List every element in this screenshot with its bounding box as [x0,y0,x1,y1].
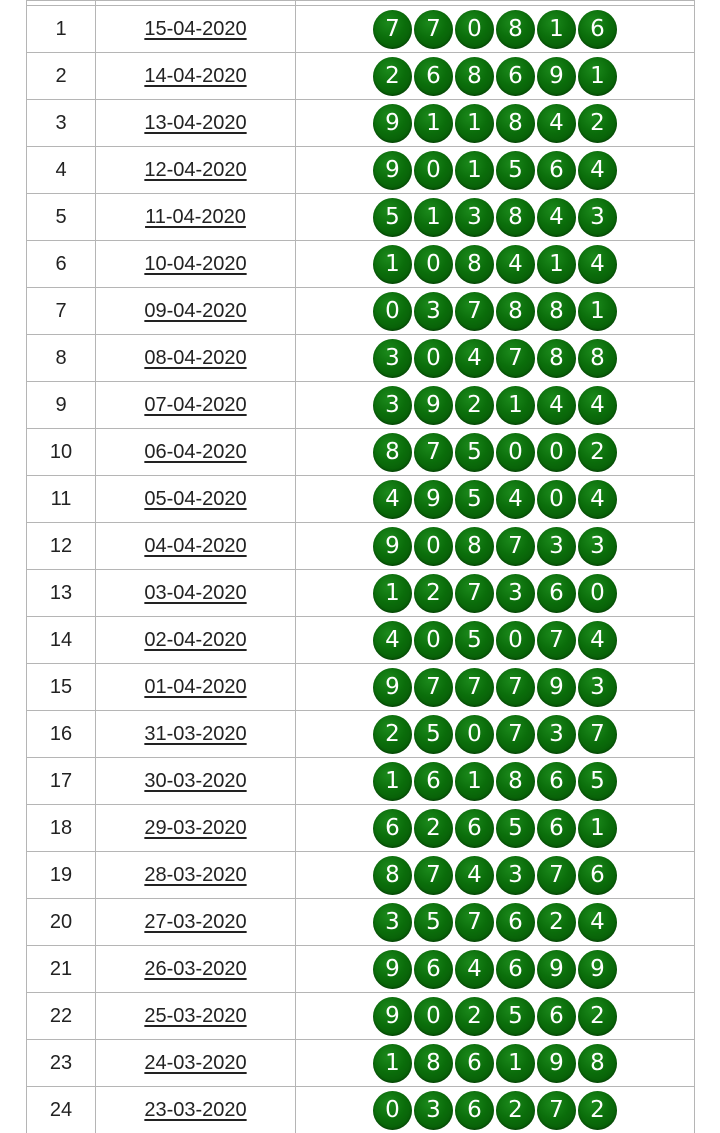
date-cell [96,147,296,194]
result-cell [296,758,695,805]
result-digit-ball: 8 [537,339,576,378]
result-balls [296,245,694,284]
result-digit-ball: 6 [414,762,453,801]
result-digit-ball: 3 [414,292,453,331]
result-digit-ball: 4 [578,245,617,284]
result-balls [296,151,694,190]
result-digit-ball: 0 [414,621,453,660]
result-digit-ball: 8 [455,245,494,284]
result-digit-ball: 1 [537,245,576,284]
result-cell [296,476,695,523]
result-digit-ball: 0 [496,433,535,472]
result-balls [296,1044,694,1083]
result-digit-ball: 4 [373,480,412,519]
date-link[interactable]: 27-03-2020 [144,910,247,933]
result-digit-ball: 3 [537,715,576,754]
result-digit-ball: 9 [537,57,576,96]
result-balls [296,668,694,707]
result-digit-ball: 7 [578,715,617,754]
result-digit-ball: 0 [373,292,412,331]
result-digit-ball: 3 [496,856,535,895]
result-cell [296,852,695,899]
result-digit-ball: 2 [578,104,617,143]
result-digit-ball: 6 [537,762,576,801]
table-row [27,288,695,335]
date-cell [96,241,296,288]
date-cell [96,946,296,993]
date-cell [96,993,296,1040]
result-digit-ball: 0 [414,151,453,190]
result-balls [296,809,694,848]
result-digit-ball: 1 [455,151,494,190]
date-cell [96,476,296,523]
result-digit-ball: 8 [496,762,535,801]
row-number: 18 [27,805,96,852]
row-number: 17 [27,758,96,805]
result-balls [296,480,694,519]
result-digit-ball: 1 [578,57,617,96]
result-digit-ball: 1 [373,574,412,613]
result-cell [296,711,695,758]
result-digit-ball: 6 [537,151,576,190]
result-digit-ball: 7 [455,668,494,707]
table-row [27,617,695,664]
result-digit-ball: 8 [455,527,494,566]
table-row [27,100,695,147]
result-digit-ball: 1 [414,104,453,143]
result-digit-ball: 1 [578,292,617,331]
date-link[interactable]: 15-04-2020 [144,17,247,40]
result-digit-ball: 0 [373,1091,412,1130]
table-row [27,6,695,53]
result-cell [296,570,695,617]
table-row [27,570,695,617]
result-digit-ball: 6 [455,809,494,848]
result-digit-ball: 3 [578,198,617,237]
result-cell [296,617,695,664]
date-cell [96,382,296,429]
result-digit-ball: 6 [496,57,535,96]
result-digit-ball: 6 [537,574,576,613]
date-cell [96,899,296,946]
result-cell [296,194,695,241]
result-cell [296,993,695,1040]
result-digit-ball: 4 [537,386,576,425]
result-digit-ball: 2 [578,997,617,1036]
result-balls [296,339,694,378]
row-number: 6 [27,241,96,288]
result-digit-ball: 9 [373,668,412,707]
date-cell [96,335,296,382]
result-digit-ball: 5 [455,433,494,472]
date-cell [96,1087,296,1133]
result-digit-ball: 2 [578,433,617,472]
result-digit-ball: 0 [455,10,494,49]
result-cell [296,899,695,946]
result-digit-ball: 1 [496,386,535,425]
date-link[interactable]: 29-03-2020 [144,816,247,839]
result-digit-ball: 4 [373,621,412,660]
table-row [27,664,695,711]
result-cell [296,1040,695,1087]
row-number: 11 [27,476,96,523]
date-cell [96,288,296,335]
table-row [27,476,695,523]
result-cell [296,382,695,429]
date-link[interactable]: 03-04-2020 [144,581,247,604]
result-digit-ball: 7 [537,621,576,660]
date-link[interactable]: 30-03-2020 [144,769,247,792]
result-digit-ball: 6 [496,950,535,989]
date-link[interactable]: 13-04-2020 [144,111,247,134]
result-digit-ball: 1 [455,762,494,801]
result-digit-ball: 0 [455,715,494,754]
result-digit-ball: 3 [373,386,412,425]
result-digit-ball: 6 [373,809,412,848]
row-number: 5 [27,194,96,241]
result-digit-ball: 8 [496,10,535,49]
result-digit-ball: 2 [414,574,453,613]
table-row [27,194,695,241]
table-row [27,946,695,993]
date-link[interactable]: 25-03-2020 [144,1004,247,1027]
date-link[interactable]: 10-04-2020 [144,252,247,275]
result-cell [296,1087,695,1133]
result-digit-ball: 0 [537,480,576,519]
table-row [27,147,695,194]
result-digit-ball: 8 [496,198,535,237]
date-cell [96,53,296,100]
result-digit-ball: 1 [373,1044,412,1083]
date-cell [96,523,296,570]
result-digit-ball: 0 [537,433,576,472]
result-digit-ball: 1 [496,1044,535,1083]
row-number: 14 [27,617,96,664]
date-link[interactable]: 24-03-2020 [144,1051,247,1074]
result-digit-ball: 7 [455,574,494,613]
row-number: 22 [27,993,96,1040]
result-cell [296,335,695,382]
result-digit-ball: 7 [496,668,535,707]
date-cell [96,570,296,617]
result-digit-ball: 2 [578,1091,617,1130]
result-digit-ball: 7 [537,1091,576,1130]
result-balls [296,198,694,237]
result-digit-ball: 2 [414,809,453,848]
result-digit-ball: 8 [455,57,494,96]
row-number: 9 [27,382,96,429]
result-balls [296,715,694,754]
result-balls [296,903,694,942]
result-digit-ball: 4 [455,950,494,989]
table-row [27,1087,695,1133]
result-digit-ball: 9 [373,527,412,566]
result-digit-ball: 1 [578,809,617,848]
date-cell [96,711,296,758]
result-digit-ball: 9 [373,950,412,989]
result-balls [296,386,694,425]
date-cell [96,664,296,711]
result-digit-ball: 4 [496,480,535,519]
result-digit-ball: 4 [537,198,576,237]
result-balls [296,621,694,660]
date-link[interactable]: 02-04-2020 [144,628,247,651]
result-digit-ball: 8 [496,104,535,143]
result-digit-ball: 1 [414,198,453,237]
result-digit-ball: 4 [455,339,494,378]
result-digit-ball: 6 [414,57,453,96]
result-digit-ball: 2 [455,997,494,1036]
row-number: 23 [27,1040,96,1087]
result-digit-ball: 7 [455,292,494,331]
table-row [27,53,695,100]
result-digit-ball: 9 [537,1044,576,1083]
result-digit-ball: 3 [455,198,494,237]
result-digit-ball: 7 [373,10,412,49]
result-digit-ball: 9 [578,950,617,989]
result-digit-ball: 6 [537,809,576,848]
table-row [27,805,695,852]
result-digit-ball: 3 [537,527,576,566]
result-digit-ball: 3 [578,668,617,707]
row-number: 24 [27,1087,96,1133]
result-cell [296,429,695,476]
result-balls [296,762,694,801]
date-cell [96,194,296,241]
date-link[interactable]: 12-04-2020 [144,158,247,181]
result-cell [296,523,695,570]
result-cell [296,664,695,711]
date-cell [96,617,296,664]
result-digit-ball: 3 [414,1091,453,1130]
result-digit-ball: 9 [537,950,576,989]
date-link[interactable]: 06-04-2020 [144,440,247,463]
result-digit-ball: 4 [496,245,535,284]
result-balls [296,856,694,895]
result-digit-ball: 1 [373,245,412,284]
result-digit-ball: 6 [578,10,617,49]
date-link[interactable]: 07-04-2020 [144,393,247,416]
result-balls [296,57,694,96]
result-digit-ball: 7 [496,527,535,566]
result-digit-ball: 7 [455,903,494,942]
result-digit-ball: 1 [537,10,576,49]
result-digit-ball: 8 [578,339,617,378]
result-digit-ball: 2 [455,386,494,425]
table-row [27,1040,695,1087]
result-digit-ball: 9 [537,668,576,707]
row-number: 15 [27,664,96,711]
result-digit-ball: 6 [496,903,535,942]
result-cell [296,946,695,993]
row-number: 10 [27,429,96,476]
date-cell [96,100,296,147]
result-balls [296,1091,694,1130]
result-balls [296,104,694,143]
row-number: 21 [27,946,96,993]
results-table [26,0,695,1133]
date-link[interactable]: 31-03-2020 [144,722,247,745]
result-digit-ball: 9 [373,104,412,143]
result-digit-ball: 9 [414,480,453,519]
row-number: 13 [27,570,96,617]
result-digit-ball: 0 [414,997,453,1036]
result-digit-ball: 7 [496,339,535,378]
results-table-container [26,0,694,1133]
table-row [27,335,695,382]
row-number: 19 [27,852,96,899]
result-digit-ball: 5 [496,151,535,190]
result-digit-ball: 5 [496,809,535,848]
date-cell [96,805,296,852]
result-digit-ball: 3 [373,903,412,942]
result-digit-ball: 7 [414,668,453,707]
result-cell [296,288,695,335]
result-digit-ball: 4 [578,480,617,519]
result-balls [296,574,694,613]
result-balls [296,433,694,472]
result-digit-ball: 4 [578,151,617,190]
date-cell [96,6,296,53]
result-digit-ball: 9 [414,386,453,425]
result-balls [296,527,694,566]
result-digit-ball: 7 [496,715,535,754]
result-digit-ball: 2 [537,903,576,942]
result-digit-ball: 7 [414,433,453,472]
result-digit-ball: 8 [537,292,576,331]
date-link[interactable]: 01-04-2020 [144,675,247,698]
result-digit-ball: 8 [414,1044,453,1083]
result-digit-ball: 9 [373,151,412,190]
table-row [27,382,695,429]
row-number: 12 [27,523,96,570]
result-digit-ball: 2 [373,57,412,96]
result-digit-ball: 0 [414,245,453,284]
table-row [27,758,695,805]
date-link[interactable]: 14-04-2020 [144,64,247,87]
result-digit-ball: 8 [578,1044,617,1083]
result-digit-ball: 5 [414,903,453,942]
date-link[interactable]: 09-04-2020 [144,299,247,322]
row-number: 16 [27,711,96,758]
results-table-body [27,1,695,1133]
result-digit-ball: 7 [537,856,576,895]
table-row [27,241,695,288]
result-digit-ball: 0 [414,527,453,566]
date-cell [96,758,296,805]
result-digit-ball: 3 [373,339,412,378]
result-balls [296,997,694,1036]
result-digit-ball: 6 [578,856,617,895]
result-digit-ball: 5 [496,997,535,1036]
row-number: 20 [27,899,96,946]
result-cell [296,805,695,852]
table-row [27,711,695,758]
result-digit-ball: 5 [414,715,453,754]
result-digit-ball: 4 [578,903,617,942]
result-cell [296,53,695,100]
date-cell [96,429,296,476]
row-number: 1 [27,6,96,53]
result-digit-ball: 7 [414,856,453,895]
date-link[interactable]: 05-04-2020 [144,487,247,510]
result-digit-ball: 9 [373,997,412,1036]
result-digit-ball: 6 [455,1091,494,1130]
date-link[interactable]: 28-03-2020 [144,863,247,886]
result-digit-ball: 1 [373,762,412,801]
result-digit-ball: 5 [455,621,494,660]
result-digit-ball: 4 [455,856,494,895]
date-link[interactable]: 23-03-2020 [144,1098,247,1121]
row-number: 8 [27,335,96,382]
table-row [27,429,695,476]
result-digit-ball: 6 [537,997,576,1036]
result-digit-ball: 5 [578,762,617,801]
table-row [27,523,695,570]
date-link[interactable]: 04-04-2020 [144,534,247,557]
result-digit-ball: 5 [455,480,494,519]
result-digit-ball: 6 [414,950,453,989]
result-cell [296,147,695,194]
table-row [27,993,695,1040]
date-cell [96,1040,296,1087]
result-digit-ball: 8 [373,433,412,472]
result-balls [296,292,694,331]
result-cell [296,241,695,288]
result-digit-ball: 0 [414,339,453,378]
row-number: 7 [27,288,96,335]
result-digit-ball: 8 [373,856,412,895]
result-digit-ball: 4 [578,386,617,425]
table-row [27,852,695,899]
result-digit-ball: 4 [537,104,576,143]
result-digit-ball: 8 [496,292,535,331]
date-link[interactable]: 11-04-2020 [145,205,246,228]
date-cell [96,852,296,899]
table-row [27,899,695,946]
result-balls [296,950,694,989]
result-digit-ball: 6 [455,1044,494,1083]
result-cell [296,100,695,147]
date-link[interactable]: 08-04-2020 [144,346,247,369]
date-link[interactable]: 26-03-2020 [144,957,247,980]
result-digit-ball: 2 [496,1091,535,1130]
row-number: 2 [27,53,96,100]
row-number: 4 [27,147,96,194]
result-digit-ball: 3 [578,527,617,566]
result-digit-ball: 5 [373,198,412,237]
result-cell [296,6,695,53]
result-digit-ball: 2 [373,715,412,754]
result-digit-ball: 0 [496,621,535,660]
result-digit-ball: 4 [578,621,617,660]
result-balls [296,10,694,49]
result-digit-ball: 0 [578,574,617,613]
row-number: 3 [27,100,96,147]
result-digit-ball: 3 [496,574,535,613]
result-digit-ball: 7 [414,10,453,49]
result-digit-ball: 1 [455,104,494,143]
